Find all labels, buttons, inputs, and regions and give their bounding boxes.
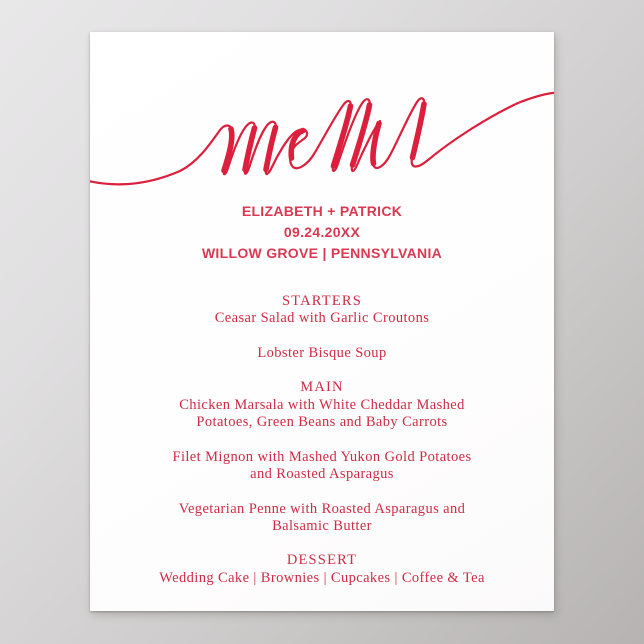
item-chicken-marsala-line2: Potatoes, Green Beans and Baby Carrots [196,414,448,431]
item-vegetarian-penne-line2: Balsamic Butter [272,517,372,534]
item-lobster-bisque: Lobster Bisque Soup [257,344,387,361]
event-location: WILLOW GROVE | PENNSYLVANIA [201,245,443,261]
menu-block-main [90,379,554,431]
menu-block-filet-mignon [90,449,554,484]
section-title-starters: STARTERS [281,293,363,309]
menu-block-vegetarian-penne [90,501,554,536]
menu-block-lobster-bisque [90,345,554,362]
item-ceasar-salad: Ceasar Salad with Garlic Croutons [214,310,430,327]
item-vegetarian-penne-line1: Vegetarian Penne with Roasted Asparagus and [178,500,466,517]
section-title-main: MAIN [300,379,344,396]
item-filet-mignon-line2: and Roasted Asparagus [250,465,394,482]
section-title-dessert: DESSERT [286,552,358,569]
wedding-menu-poster [90,32,554,611]
script-swash-and-letters [90,93,554,185]
script-downstroke-m1 [224,129,232,171]
item-filet-mignon-line1: Filet Mignon with Mashed Yukon Gold Potatoes [172,448,472,465]
item-chicken-marsala-line1: Chicken Marsala with White Cheddar Mashed [179,396,465,413]
menu-script-title [90,32,554,222]
item-dessert-list: Wedding Cake | Brownies | Cupcakes | Coffee & Tea [159,569,485,586]
menu-block-starters [90,293,554,328]
event-details [90,201,554,264]
couple-names: ELIZABETH + PATRICK [241,203,403,219]
menu-content [90,293,554,604]
event-date: 09.24.20XX [283,224,361,240]
menu-calligraphy-svg [90,32,554,222]
script-downstroke-u2 [413,104,425,158]
menu-block-dessert [90,552,554,587]
